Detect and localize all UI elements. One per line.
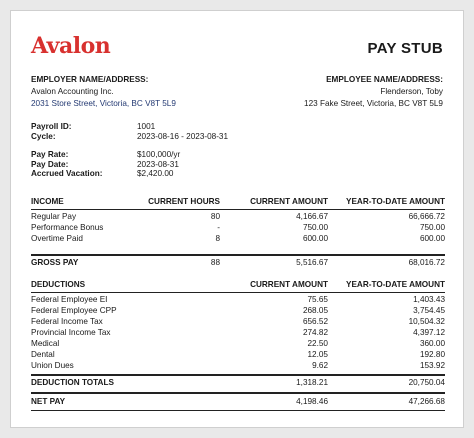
gross-pay-ytd: 68,016.72 bbox=[408, 258, 445, 267]
row-hours: - bbox=[217, 223, 220, 232]
net-pay-ytd: 47,266.68 bbox=[408, 397, 445, 406]
row-ytd: 360.00 bbox=[419, 339, 445, 348]
cycle-value: 2023-08-16 - 2023-08-31 bbox=[137, 131, 229, 141]
employee-name: Flenderson, Toby bbox=[380, 87, 443, 96]
row-name: Federal Income Tax bbox=[31, 317, 103, 326]
row-current: 22.50 bbox=[307, 339, 328, 348]
cycle-row bbox=[31, 132, 228, 142]
row-name: Union Dues bbox=[31, 361, 74, 370]
net-pay-divider bbox=[31, 392, 445, 394]
payroll-id-row bbox=[31, 122, 228, 132]
row-current: 12.05 bbox=[307, 350, 328, 359]
ytd-col-header: YEAR-TO-DATE AMOUNT bbox=[346, 197, 445, 206]
row-name: Dental bbox=[31, 350, 55, 359]
pay-date-value: 2023-08-31 bbox=[137, 159, 179, 169]
row-ytd: 10,504.32 bbox=[408, 317, 445, 326]
payroll-info bbox=[31, 122, 228, 141]
row-name: Federal Employee CPP bbox=[31, 306, 117, 315]
table-row bbox=[31, 360, 445, 371]
row-name: Federal Employee EI bbox=[31, 295, 108, 304]
income-col-header: INCOME bbox=[31, 197, 64, 206]
employee-header: EMPLOYEE NAME/ADDRESS: bbox=[326, 75, 443, 84]
employer-address: 2031 Store Street, Victoria, BC V8T 5L9 bbox=[31, 99, 176, 108]
document-title: PAY STUB bbox=[367, 40, 443, 57]
row-name: Regular Pay bbox=[31, 212, 77, 221]
deduction-totals-label: DEDUCTION TOTALS bbox=[31, 378, 114, 387]
table-row bbox=[31, 349, 445, 360]
row-current: 9.62 bbox=[312, 361, 328, 370]
pay-rate-row bbox=[31, 150, 180, 160]
hours-col-header: CURRENT HOURS bbox=[148, 197, 220, 206]
row-name: Provincial Income Tax bbox=[31, 328, 111, 337]
row-ytd: 750.00 bbox=[419, 223, 445, 232]
deductions-header-divider bbox=[31, 292, 445, 293]
pay-date-row bbox=[31, 160, 180, 170]
pay-rate-value: $100,000/yr bbox=[137, 150, 181, 159]
income-rows bbox=[31, 211, 445, 244]
employee-address: 123 Fake Street, Victoria, BC V8T 5L9 bbox=[304, 99, 443, 108]
ded-ytd-col-header: YEAR-TO-DATE AMOUNT bbox=[346, 280, 445, 289]
table-row bbox=[31, 211, 445, 222]
gross-pay-divider bbox=[31, 254, 445, 256]
payroll-id-value: 1001 bbox=[137, 122, 156, 131]
gross-pay-hours: 88 bbox=[210, 258, 220, 267]
table-row bbox=[31, 222, 445, 233]
cycle-label: Cycle: bbox=[31, 131, 56, 141]
table-row bbox=[31, 233, 445, 244]
pay-date-label: Pay Date: bbox=[31, 159, 69, 169]
row-hours: 80 bbox=[210, 212, 220, 221]
row-current: 4,166.67 bbox=[296, 212, 328, 221]
table-row bbox=[31, 338, 445, 349]
employer-block bbox=[31, 74, 176, 110]
table-row bbox=[31, 327, 445, 338]
pay-stub-page bbox=[10, 10, 464, 428]
accrued-vacation-row bbox=[31, 169, 180, 179]
row-current: 268.05 bbox=[302, 306, 328, 315]
employer-name: Avalon Accounting Inc. bbox=[31, 87, 114, 96]
row-current: 274.82 bbox=[302, 328, 328, 337]
row-name: Medical bbox=[31, 339, 60, 348]
gross-pay-label: GROSS PAY bbox=[31, 258, 79, 267]
deduction-totals-current: 1,318.21 bbox=[296, 378, 328, 387]
table-row bbox=[31, 294, 445, 305]
deductions-col-header: DEDUCTIONS bbox=[31, 280, 86, 289]
income-table bbox=[31, 195, 445, 209]
gross-pay-current: 5,516.67 bbox=[296, 258, 328, 267]
income-header-divider bbox=[31, 209, 445, 210]
net-pay-current: 4,198.46 bbox=[296, 397, 328, 406]
ded-current-col-header: CURRENT AMOUNT bbox=[250, 280, 328, 289]
deduction-totals-row bbox=[31, 377, 445, 388]
table-row bbox=[31, 305, 445, 316]
row-ytd: 66,666.72 bbox=[408, 212, 445, 221]
net-pay-row bbox=[31, 396, 445, 407]
row-ytd: 192.80 bbox=[419, 350, 445, 359]
deductions-table bbox=[31, 278, 445, 292]
row-current: 750.00 bbox=[302, 223, 328, 232]
accrued-vacation-label: Accrued Vacation: bbox=[31, 169, 103, 178]
row-name: Performance Bonus bbox=[31, 223, 104, 232]
row-ytd: 153.92 bbox=[419, 361, 445, 370]
bottom-divider bbox=[31, 410, 445, 411]
employer-header: EMPLOYER NAME/ADDRESS: bbox=[31, 75, 149, 84]
row-ytd: 600.00 bbox=[419, 234, 445, 243]
row-hours: 8 bbox=[215, 234, 220, 243]
current-col-header: CURRENT AMOUNT bbox=[250, 197, 328, 206]
row-ytd: 3,754.45 bbox=[413, 306, 445, 315]
deduction-totals-ytd: 20,750.04 bbox=[408, 378, 445, 387]
avalon-logo: Avalon bbox=[31, 33, 111, 59]
row-current: 656.52 bbox=[302, 317, 328, 326]
gross-pay-row bbox=[31, 257, 445, 268]
pay-rate-label: Pay Rate: bbox=[31, 150, 69, 159]
row-current: 600.00 bbox=[302, 234, 328, 243]
net-pay-label: NET PAY bbox=[31, 397, 66, 406]
pay-info bbox=[31, 150, 180, 179]
accrued-vacation-value: $2,420.00 bbox=[137, 169, 174, 178]
deductions-header-row bbox=[31, 278, 445, 292]
deduction-rows bbox=[31, 294, 445, 371]
row-ytd: 1,403.43 bbox=[413, 295, 445, 304]
row-name: Overtime Paid bbox=[31, 234, 83, 243]
row-ytd: 4,397.12 bbox=[413, 328, 445, 337]
deduction-totals-divider bbox=[31, 374, 445, 376]
table-row bbox=[31, 316, 445, 327]
income-header-row bbox=[31, 195, 445, 209]
payroll-id-label: Payroll ID: bbox=[31, 122, 72, 131]
row-current: 75.65 bbox=[307, 295, 328, 304]
employee-block bbox=[304, 74, 443, 110]
